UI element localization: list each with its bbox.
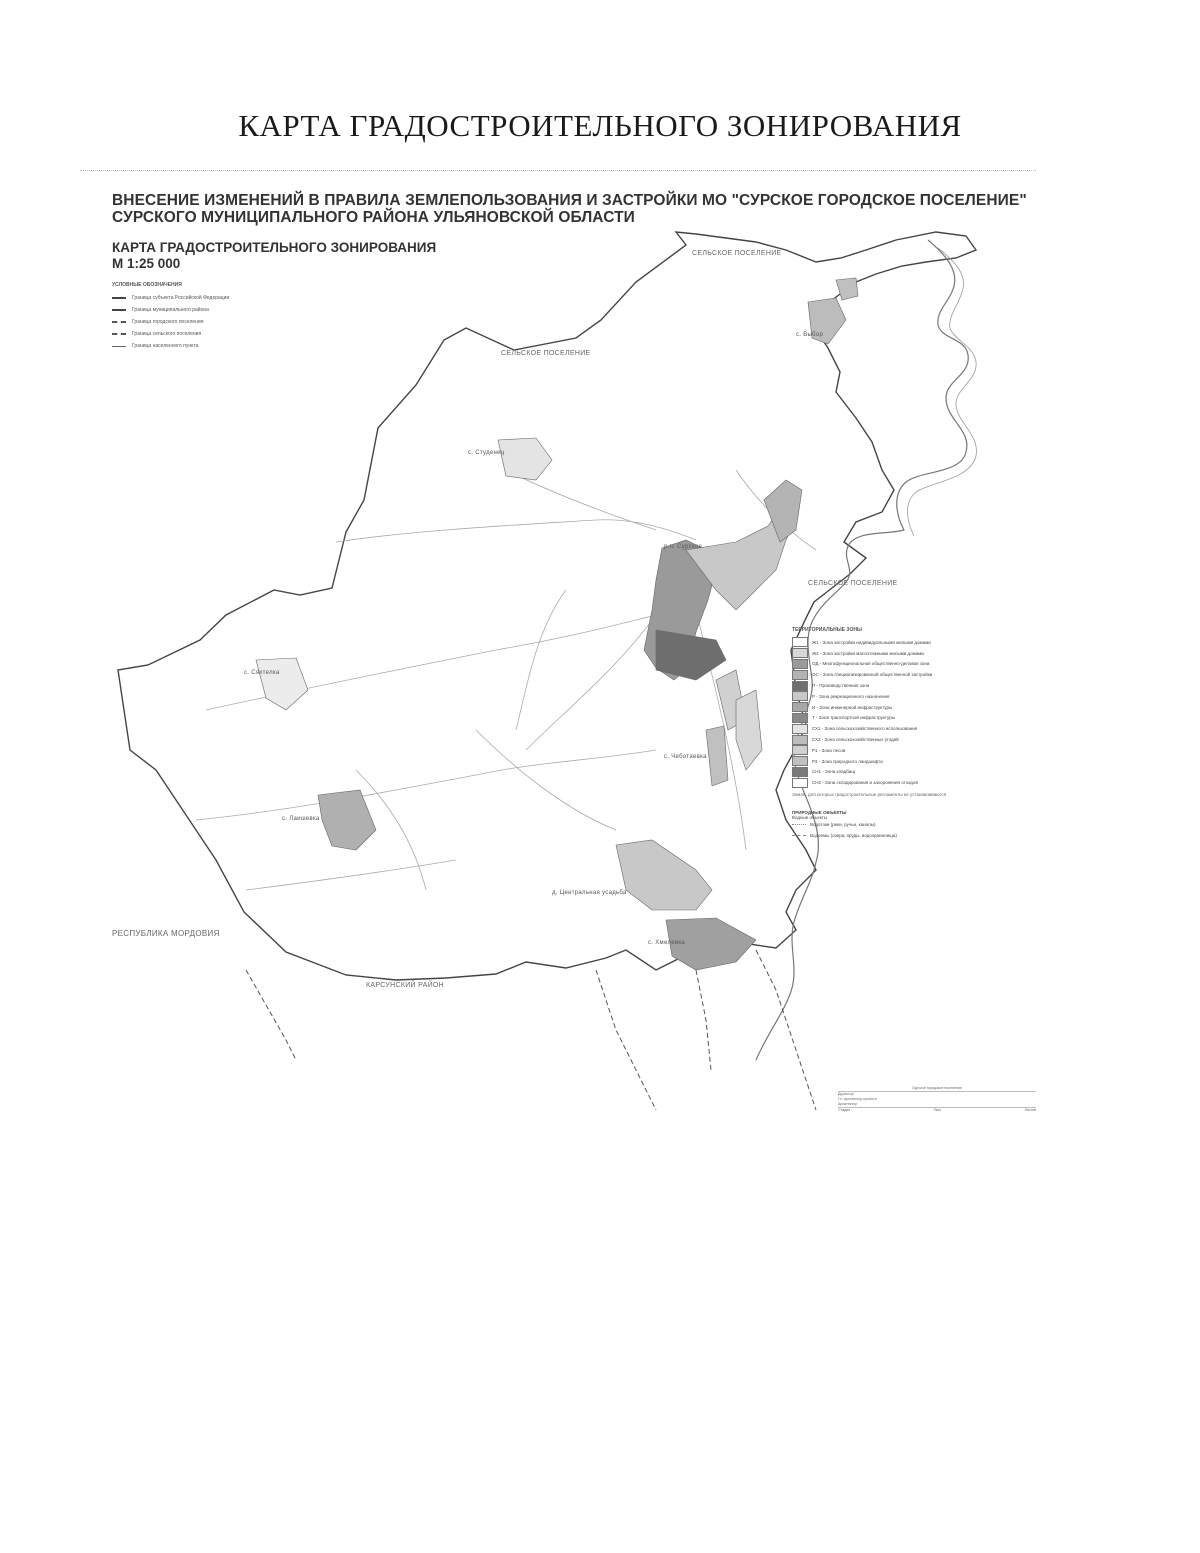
boundary-legend-title: УСЛОВНЫЕ ОБОЗНАЧЕНИЯ [112,282,182,288]
zone-label: СН1 - Зона кладбищ [812,769,856,775]
legend-label: Граница городского поселения [132,319,204,325]
zone-label: Т - Зона транспортной инфраструктуры [812,715,895,721]
zone-row [792,756,1012,767]
zone-label: ОД - Многофункциональная общественно-деловая зона [812,661,930,667]
legend-label: Граница населенного пункта [132,343,199,349]
zone-swatch [792,702,808,712]
zone-row [792,713,1012,724]
natural-swatch [792,835,806,836]
natural-label: Водоемы (озера, пруды, водохранилища) [810,833,897,839]
zone-row [792,691,1012,702]
zone-label: Ж1 - Зона застройки индивидуальными жилыми домами [812,639,931,645]
natural-title: ПРИРОДНЫЕ ОБЪЕКТЫ [792,809,847,815]
zone-row [792,745,1012,756]
zone-label: Р - Зона рекреационного назначения [812,693,890,699]
legend-label: Граница субъекта Российской Федерации [132,295,230,301]
stamp-header: Сурское городское поселение [911,1086,963,1090]
zone-row [792,680,1012,691]
label-village: с. Студенец [468,450,505,456]
label-north-neighbor: СЕЛЬСКОЕ ПОСЕЛЕНИЕ [692,250,782,257]
natural-row [792,830,1012,841]
stamp-row: Гл. архитектор проекта [838,1097,877,1101]
stamp-row: Архитектор [838,1102,857,1106]
zone-swatch [792,648,808,658]
label-northwest-neighbor: СЕЛЬСКОЕ ПОСЕЛЕНИЕ [501,350,591,357]
zone-row [792,723,1012,734]
page-title: КАРТА ГРАДОСТРОИТЕЛЬНОГО ЗОНИРОВАНИЯ [238,108,962,143]
zone-label: ОС - Зона специализированной общественной застройки [812,672,933,678]
stamp-footer [838,1108,1036,1113]
legend-label: Граница муниципального района [132,307,209,313]
label-village: с. Сяхтелка [244,670,280,676]
map-subtitle: КАРТА ГРАДОСТРОИТЕЛЬНОГО ЗОНИРОВАНИЯ [112,240,437,255]
zone-swatch [792,724,808,734]
zone-row [792,702,1012,713]
zone-swatch [792,767,808,777]
zone-row [792,659,1012,670]
river-bank [908,248,977,536]
legend-label: Граница сельского поселения [132,331,202,337]
zone-swatch [792,659,808,669]
zones-legend [792,628,1012,841]
zone-swatch [792,756,808,766]
label-village: с. Выбор [796,332,824,338]
label-west-neighbor: РЕСПУБЛИКА МОРДОВИЯ [112,929,220,938]
zone-row [792,648,1012,659]
zone-swatch [792,735,808,745]
settlement-areas [256,278,858,970]
zones-note: Земли, для которых градостроительные регламенты не устанавливаются [792,792,947,798]
district-boundaries [246,950,816,1110]
map-header-line1: ВНЕСЕНИЕ ИЗМЕНЕНИЙ В ПРАВИЛА ЗЕМЛЕПОЛЬЗОВАНИЯ И ЗАСТРОЙКИ МО "СУРСКОЕ ГОРОДСКОЕ ПОСЕЛЕНИЕ" [112,192,1027,209]
natural-label: Водотоки (реки, ручьи, каналы) [810,822,876,828]
zone-label: Р2 - Зона природного ландшафта [812,758,883,764]
map-scale: М 1:25 000 [112,256,181,271]
zone-swatch [792,713,808,723]
zone-row [792,637,1012,648]
stamp-footer-cell: Листов [1024,1108,1036,1112]
stamp-footer-cell: Лист [933,1108,942,1112]
label-village: д. Центральная усадьба [552,890,627,896]
label-village: с. Лаишевка [282,816,320,822]
zone-label: СХ3 - Зона сельскохозяйственных угодий [812,737,899,743]
zone-row [792,669,1012,680]
zones-legend-title: ТЕРРИТОРИАЛЬНЫЕ ЗОНЫ [792,627,862,633]
natural-swatch [792,824,806,825]
zone-swatch [792,691,808,701]
title-block [838,1086,1036,1148]
label-village: с. Хмелевка [648,940,686,946]
zone-row [792,734,1012,745]
natural-row [792,820,1012,831]
map-header-line2: СУРСКОГО МУНИЦИПАЛЬНОГО РАЙОНА УЛЬЯНОВСКОЙ ОБЛАСТИ [112,209,635,226]
natural-sub: Водные объекты [792,814,828,820]
stamp-footer-cell: Стадия [838,1108,851,1112]
label-south-neighbor: КАРСУНСКИЙ РАЙОН [366,982,445,989]
stamp-row: Директор [838,1092,854,1096]
zone-label: СХ1 - Зона сельскохозяйственного использования [812,726,918,732]
zone-label: И - Зона инженерной инфраструктуры [812,704,893,710]
settlement-boundary [118,232,976,980]
zone-row [792,777,1012,788]
zone-swatch [792,637,808,647]
zone-row [792,767,1012,778]
label-east-neighbor: СЕЛЬСКОЕ ПОСЕЛЕНИЕ [808,580,898,587]
zone-swatch [792,778,808,788]
zone-label: П - Производственная зона [812,683,870,689]
label-village: с. Чеботаевка [664,754,707,760]
zone-label: Ж4 - Зона застройки малоэтажными жилыми домами [812,650,924,656]
zone-swatch [792,681,808,691]
zoning-map-sheet [96,170,1036,1150]
label-town: р.п. Сурское [664,544,703,550]
zone-label: СН2 - Зона складирования и захоронения отходов [812,780,918,786]
natural-objects [792,810,1012,842]
zone-swatch [792,670,808,680]
zone-label: Р1 - Зона лесов [812,747,846,753]
zone-swatch [792,745,808,755]
